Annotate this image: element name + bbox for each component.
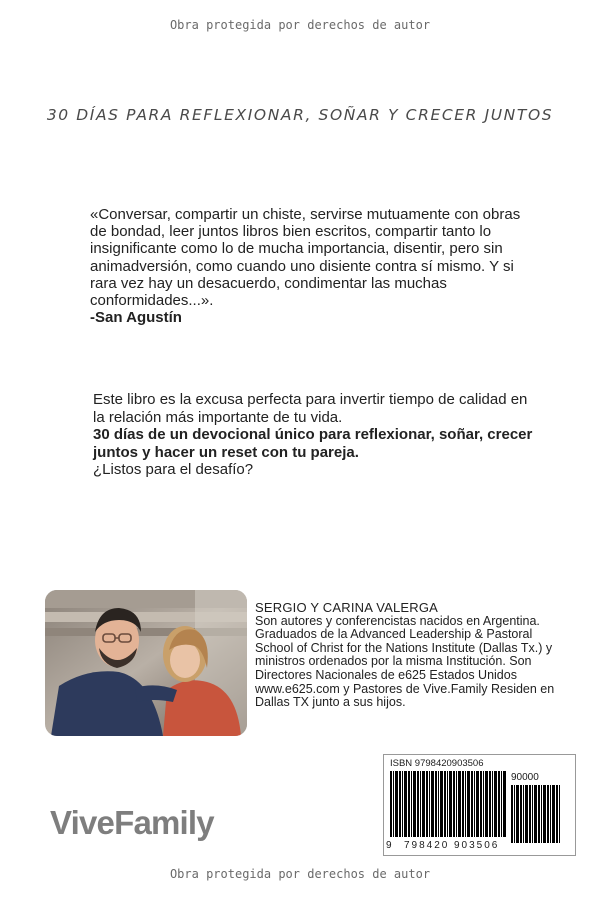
barcode-bar [523,785,524,843]
authors-name: SERGIO Y CARINA VALERGA [255,600,439,615]
authors-bio-text: Son autores y conferencistas nacidos en Argentina. Graduados de la Advanced Leadership & Pastoral School of Christ for the Nations Institute (Dallas Tx.) y ministros ordenados por la misma Institución. Son Directores Nacionales de e625 Estados Unidos www.e625.com y Pastores de Vive.Family Residen en Dallas TX junto a sus hijos. [255,613,555,710]
barcode-bar [498,771,500,837]
barcode-bar [474,771,475,837]
barcode-bar [529,785,531,843]
barcode-bar [440,771,443,837]
authors-bio [255,601,555,710]
isbn-digit-group2: 903506 [454,840,500,851]
isbn-digit-group1: 798420 [404,840,450,851]
barcode-bar [501,771,502,837]
barcode-bar [559,785,560,843]
isbn-barcode [383,754,576,856]
barcode-bar [417,771,419,837]
barcode-bar [485,771,488,837]
barcode-bar [494,771,497,837]
barcode-bars-main [390,771,508,837]
logo-part-family: Family [114,804,214,841]
barcode-bar [390,771,392,837]
barcode-bar [402,771,403,837]
copyright-watermark-top: Obra protegida por derechos de autor [169,18,431,32]
barcode-bar [444,771,446,837]
barcode-bar [556,785,558,843]
barcode-bar [449,771,452,837]
barcode-bar [492,771,493,837]
barcode-bar [393,771,394,837]
barcode-bar [503,771,506,837]
barcode-bars-price [511,785,563,843]
copyright-watermark-bottom: Obra protegida por derechos de autor [169,867,431,881]
barcode-bar [550,785,551,843]
barcode-bar [534,785,537,843]
barcode-bar [420,771,421,837]
barcode-bar [404,771,407,837]
barcode-bar [411,771,412,837]
barcode-bar [471,771,473,837]
barcode-bar [514,785,515,843]
barcode-bar [438,771,439,837]
barcode-bar [408,771,410,837]
barcode-bar [480,771,482,837]
quote-block [90,206,530,326]
quote-text: «Conversar, compartir un chiste, servirse mutuamente con obras de bondad, leer juntos libros bien escritos, compartir tanto lo insignificante como lo de mucha importancia, disentir, pero sin animadversión, como cuando uno disiente contra sí mismo. Y si rara vez hay un desacuerdo, condimentar las muchas conformidades...». [90,206,521,310]
barcode-bar [516,785,519,843]
barcode-bar [538,785,540,843]
price-code: 90000 [511,772,539,783]
isbn-label: ISBN 9798420903506 [390,758,484,769]
barcode-bar [476,771,479,837]
barcode-bar [447,771,448,837]
vivefamily-logo [50,804,214,842]
quote-author: -San Agustín [90,309,182,327]
isbn-digit-first: 9 [386,840,392,851]
barcode-bar [453,771,455,837]
barcode-bar [462,771,464,837]
intro-lead: Este libro es la excusa perfecta para invertir tiempo de calidad en la relación más importante de tu vida. [93,391,528,426]
barcode-bar [413,771,416,837]
barcode-bar [532,785,533,843]
barcode-bar [431,771,434,837]
barcode-bar [483,771,484,837]
barcode-bar [541,785,542,843]
barcode-bar [489,771,491,837]
authors-photo-illustration [45,590,247,736]
barcode-bar [429,771,430,837]
intro-bold: 30 días de un devocional único para reflexionar, soñar, crecer juntos y hacer un reset con tu pareja. [93,426,533,461]
barcode-bar [456,771,457,837]
barcode-bar [525,785,528,843]
barcode-bar [552,785,555,843]
logo-part-vive: Vive [50,804,115,841]
barcode-bar [458,771,461,837]
barcode-bar [543,785,546,843]
intro-block [93,391,533,479]
barcode-bar [511,785,513,843]
barcode-bar [520,785,522,843]
barcode-bar [465,771,466,837]
barcode-bar [395,771,398,837]
barcode-bar [422,771,425,837]
authors-photo [45,590,247,736]
book-tagline: 30 DÍAS PARA REFLEXIONAR, SOÑAR Y CRECER JUNTOS [46,106,554,124]
intro-closing: ¿Listos para el desafío? [93,461,254,478]
barcode-bar [435,771,437,837]
barcode-bar [467,771,470,837]
barcode-bar [426,771,428,837]
barcode-bar [547,785,549,843]
barcode-bar [399,771,401,837]
